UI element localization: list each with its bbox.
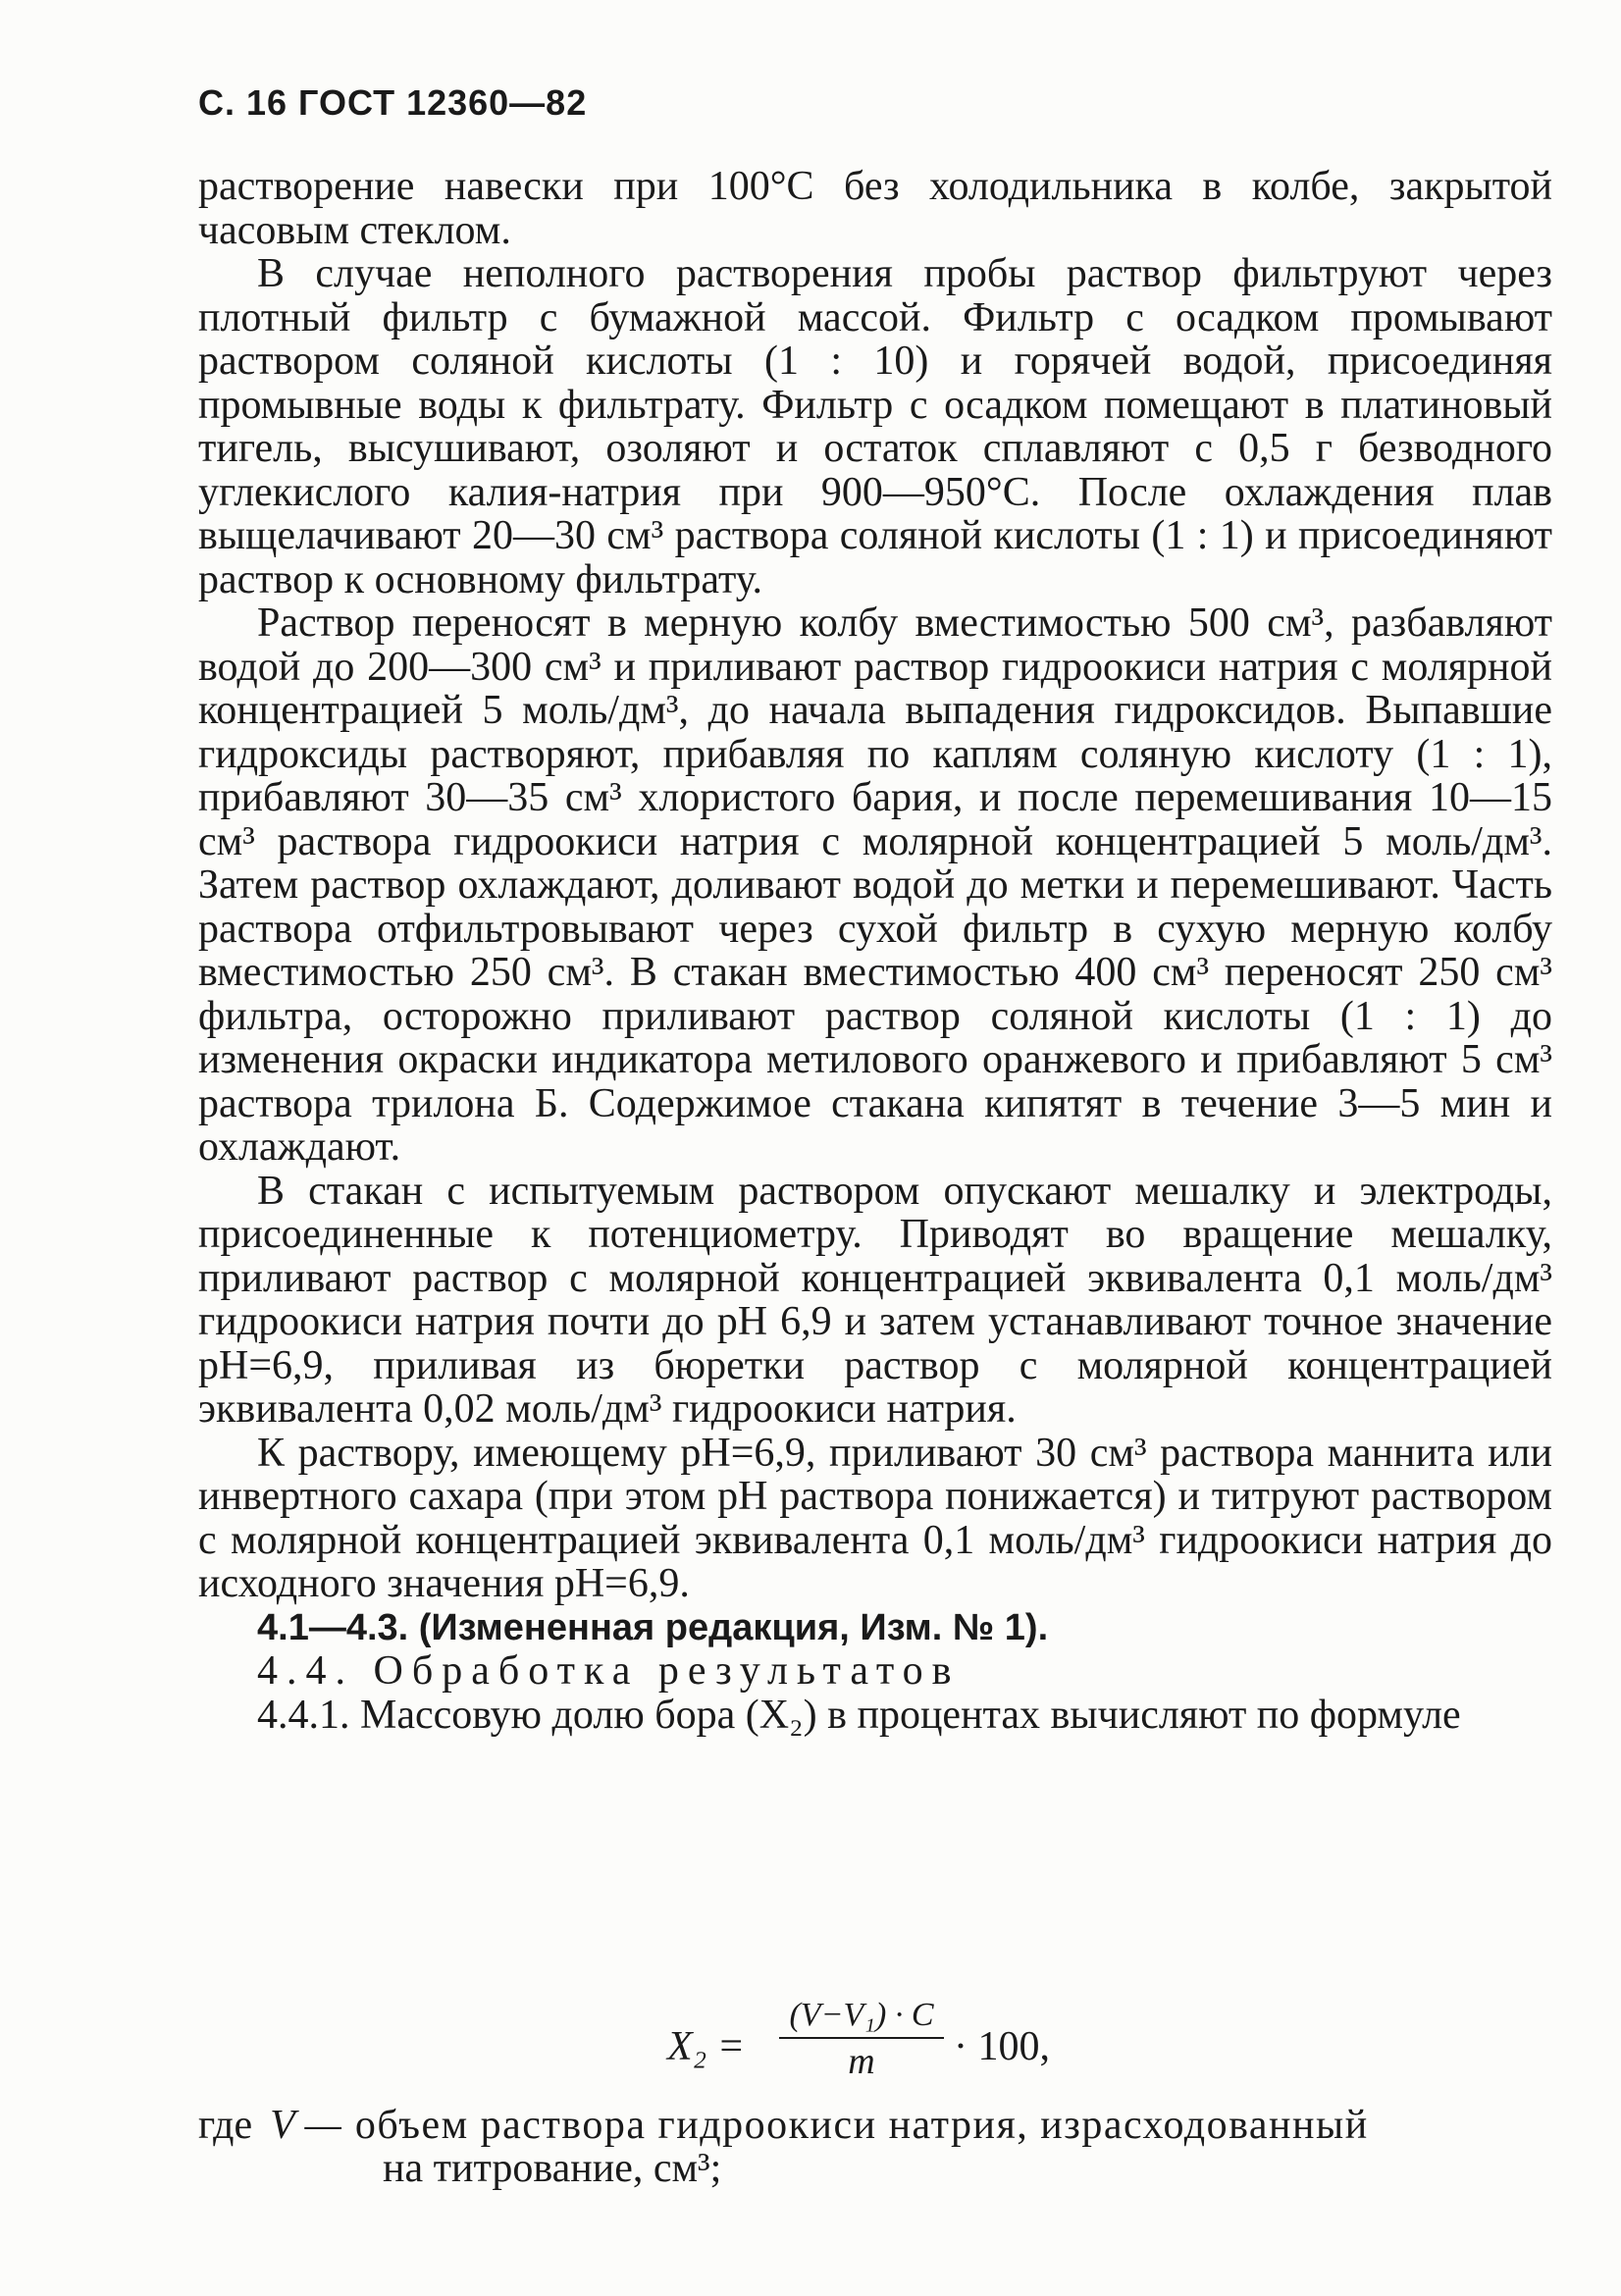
paragraph-titration-setup: В стакан с испытуемым раствором опускают мешалку и электроды, присоединенные к потенциометру. Приводят во вращение мешалку, приливают раствор с молярной концентрацией эквивалента 0,1 моль/дм³ гидроокиси натрия почти до pH 6,9 и затем устанавливают точное значение pH=6,9, приливая из бюретки раствор с молярной концентрацией эквивалента 0,02 моль/дм³ гидроокиси натрия. [198, 1168, 1552, 1432]
formula-denominator: m [848, 2041, 875, 2082]
variable-description-continuation: на титрование, см³; [383, 2146, 722, 2191]
variable-symbol: V — [270, 2103, 341, 2148]
where-prefix: где [198, 2103, 253, 2148]
formula-rhs: · 100, [954, 2024, 1050, 2069]
formula-intro: 4.4.1. Массовую долю бора (X₂) в процентах вычисляют по формуле [257, 1692, 1461, 1738]
formula-numerator: (V−V₁) · C [789, 1997, 934, 2033]
definition-v [198, 2104, 1552, 2147]
formula-fraction [773, 1994, 950, 2084]
formula-lhs: X₂ = [667, 2024, 746, 2069]
paragraph-titration: К раствору, имеющему pH=6,9, приливают 30 см³ раствора маннита или инвертного сахара (при этом pH раствора понижается) и титруют раствором с молярной концентрацией эквивалента 0,1 моль/дм³ гидроокиси натрия до исходного значения pH=6,9. [198, 1430, 1552, 1606]
paragraph-continuation: растворение навески при 100°C без холодильника в колбе, закрытой часовым стеклом. [198, 164, 1552, 253]
variable-definitions [198, 2104, 1552, 2190]
section-heading: 4.4. Обработка результатов [257, 1648, 961, 1694]
amendment-note: 4.1—4.3. (Измененная редакция, Изм. № 1). [257, 1606, 1049, 1648]
paragraph-filtration: В случае неполного растворения пробы раствор фильтруют через плотный фильтр с бумажной массой. Фильтр с осадком промывают раствором соляной кислоты (1 : 10) и горячей водой, присоединяя промывные воды к фильтрату. Фильтр с осадком помещают в платиновый тигель, высушивают, озоляют и остаток сплавляют с 0,5 г безводного углекислого калия-натрия при 900—950°С. После охлаждения плав выщелачивают 20—30 см³ раствора соляной кислоты (1 : 1) и присоединяют раствор к основному фильтрату. [198, 251, 1552, 602]
document-body [198, 165, 1552, 1737]
paragraph-solution-prep: Раствор переносят в мерную колбу вместимостью 500 см³, разбавляют водой до 200—300 см³ и приливают раствор гидроокиси натрия с молярной концентрацией 5 моль/дм³, до начала выпадения гидроксидов. Выпавшие гидроксиды растворяют, прибавляя по каплям соляную кислоту (1 : 1), прибавляют 30—35 см³ хлористого бария, и после перемешивания 10—15 см³ раствора гидроокиси натрия с молярной концентрацией 5 моль/дм³. Затем раствор охлаждают, доливают водой до метки и перемешивают. Часть раствора отфильтровывают через сухой фильтр в сухую мерную колбу вместимостью 250 см³. В стакан вместимостью 400 см³ переносят 250 см³ фильтра, осторожно приливают раствор соляной кислоты (1 : 1) до изменения окраски индикатора метилового оранжевого и прибавляют 5 см³ раствора трилона Б. Содержимое стакана кипятят в течение 3—5 мин и охлаждают. [198, 600, 1552, 1170]
page-header: С. 16 ГОСТ 12360—82 [198, 82, 588, 123]
boron-fraction-formula [667, 1994, 1177, 2102]
variable-description: объем раствора гидроокиси натрия, израсходованный [354, 2103, 1369, 2148]
